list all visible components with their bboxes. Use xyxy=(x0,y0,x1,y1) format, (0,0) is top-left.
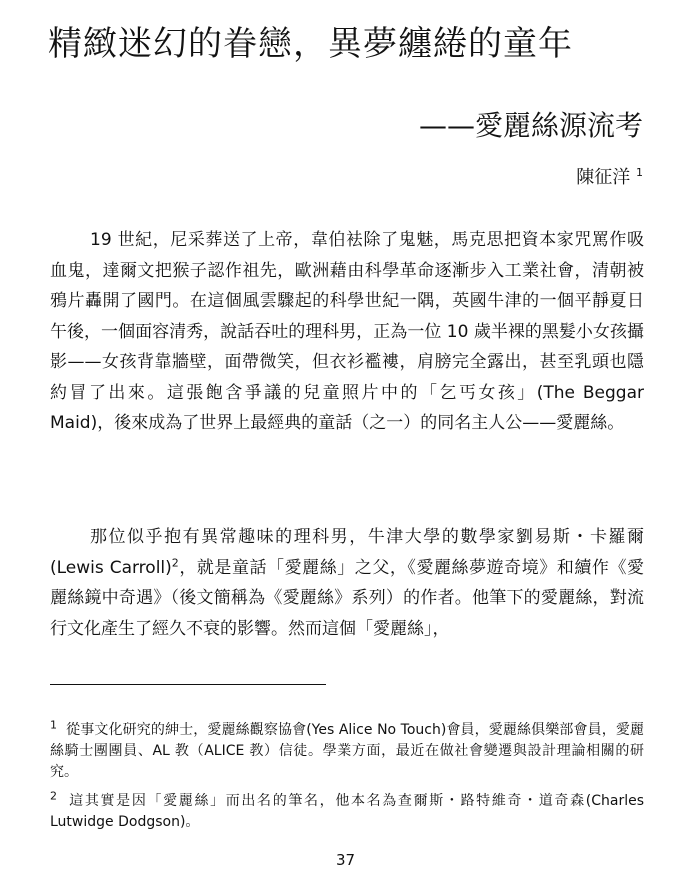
footnote-mark-1: 1 xyxy=(50,718,57,732)
paragraph-text-after: ，就是童話「愛麗絲」之父，《愛麗絲夢遊奇境》和續作《愛麗絲鏡中奇遇》（後文簡稱為《愛麗絲》系列）的作者。他筆下的愛麗絲，對流行文化產生了經久不衰的影響。然而這個「愛麗絲」， xyxy=(50,557,645,639)
footnote-divider xyxy=(50,684,326,685)
footnote-2 xyxy=(50,791,644,833)
paragraph-text-before: 那位似乎抱有異常趣味的理科男，牛津大學的數學家劉易斯・卡羅爾(Lewis Carroll) xyxy=(50,527,644,578)
footnote-2-text: 這其實是因「愛麗絲」而出名的筆名，他本名為查爾斯・路特維奇・道奇森(Charles Lutwidge Dodgson)。 xyxy=(50,793,644,830)
footnote-ref-1[interactable]: 1 xyxy=(636,166,643,179)
footnote-1-text: 從事文化研究的紳士，愛麗絲觀察協會(Yes Alice No Touch)會員，愛麗絲俱樂部會員，愛麗絲騎士團團員、AL 教（ALICE 教）信徒。學業方面，最近在做社會變遷與設計理論相關的研究。 xyxy=(50,722,645,780)
author-line xyxy=(576,164,643,192)
footnote-ref-2[interactable]: 2 xyxy=(171,555,179,569)
footnote-1 xyxy=(50,720,644,783)
document-subtitle: ——愛麗絲源流考 xyxy=(418,109,643,142)
document-title: 精緻迷幻的眷戀，異夢纏綣的童年 xyxy=(48,24,573,64)
page-number: 37 xyxy=(335,851,356,869)
footnote-mark-2: 2 xyxy=(50,789,57,803)
body-paragraph-2 xyxy=(50,522,644,644)
author-name: 陳征洋 xyxy=(576,167,631,188)
body-paragraph-1: 19 世紀，尼采葬送了上帝，韋伯袪除了鬼魅，馬克思把資本家咒罵作吸血鬼，達爾文把猴子認作祖先，歐洲藉由科學革命逐漸步入工業社會，清朝被鴉片轟開了國門。在這個風雲驟起的科學世紀一隅，英國牛津的一個平靜夏日午後，一個面容清秀，說話吞吐的理科男，正為一位 10 歲半裸的黑髮小女孩攝影——女孩背靠牆壁，面帶微笑，但衣衫襤褸，肩膀完全露出，甚至乳頭也隱約冒了出來。這張飽含爭議的兒童照片中的「乞丐女孩」(The Beggar Maid)，後來成為了世界上最經典的童話（之一）的同名主人公——愛麗絲。 xyxy=(50,230,644,433)
